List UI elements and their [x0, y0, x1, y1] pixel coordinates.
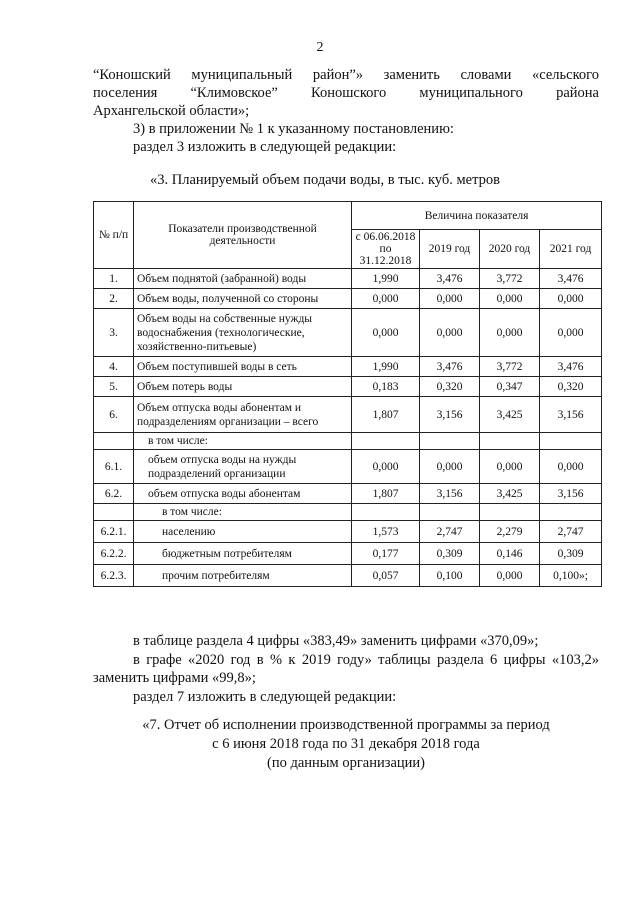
- after-line-3: заменить цифрами «99,8»;: [93, 670, 256, 686]
- intro-text: [93, 66, 599, 156]
- table-row: [94, 377, 602, 397]
- row-label: Объем потерь воды: [134, 377, 352, 397]
- row-value: 2,747: [420, 521, 480, 543]
- row-value: 3,156: [540, 484, 602, 504]
- after-table-text: [93, 632, 599, 706]
- row-number: [94, 504, 134, 521]
- intro-line-4: 3) в приложении № 1 к указанному постановлению:: [133, 121, 454, 137]
- row-value: [540, 504, 602, 521]
- row-label: Объем воды, полученной со стороны: [134, 289, 352, 309]
- table-row: [94, 484, 602, 504]
- intro-line-1: “Коношский муниципальный район”» заменить словами «сельского: [93, 67, 599, 83]
- header-value-group: Величина показателя: [352, 202, 602, 230]
- row-value: 1,990: [352, 269, 420, 289]
- header-period: с 06.06.2018 по 31.12.2018: [352, 230, 420, 269]
- row-value: 0,000: [480, 450, 540, 484]
- row-number: 1.: [94, 269, 134, 289]
- row-label: Объем поступившей воды в сеть: [134, 357, 352, 377]
- row-value: 0,000: [480, 289, 540, 309]
- table-row: [94, 521, 602, 543]
- row-value: 1,573: [352, 521, 420, 543]
- row-value: 0,000: [352, 450, 420, 484]
- row-value: 0,320: [420, 377, 480, 397]
- row-number: 6.1.: [94, 450, 134, 484]
- table-row: [94, 433, 602, 450]
- row-value: 0,347: [480, 377, 540, 397]
- row-value: 3,772: [480, 269, 540, 289]
- row-value: 0,309: [540, 543, 602, 565]
- table-row: [94, 504, 602, 521]
- row-value: 3,476: [420, 357, 480, 377]
- row-label: бюджетным потребителям: [134, 543, 352, 565]
- section7-line-1: «7. Отчет об исполнении производственной программы за период: [142, 717, 550, 733]
- page-number: 2: [316, 40, 324, 55]
- row-label: Объем поднятой (забранной) воды: [134, 269, 352, 289]
- after-line-1: в таблице раздела 4 цифры «383,49» заменить цифрами «370,09»;: [133, 633, 539, 649]
- table-row: [94, 309, 602, 357]
- header-period: 2019 год: [420, 230, 480, 269]
- table-row: [94, 543, 602, 565]
- row-value: 0,000: [420, 289, 480, 309]
- intro-line-2: поселения “Климовское” Коношского муниципального района: [93, 85, 599, 101]
- row-value: [352, 433, 420, 450]
- section7-line-2: с 6 июня 2018 года по 31 декабря 2018 года: [212, 736, 480, 752]
- row-value: 3,476: [420, 269, 480, 289]
- intro-line-5: раздел 3 изложить в следующей редакции:: [133, 139, 397, 155]
- row-number: 6.2.3.: [94, 565, 134, 587]
- row-value: 0,000: [352, 309, 420, 357]
- row-value: 3,476: [540, 269, 602, 289]
- table-row: [94, 450, 602, 484]
- row-number: [94, 433, 134, 450]
- row-value: 1,807: [352, 484, 420, 504]
- row-value: [480, 504, 540, 521]
- row-number: 2.: [94, 289, 134, 309]
- after-line-2: в графе «2020 год в % к 2019 году» таблицы раздела 6 цифры «103,2»: [133, 651, 599, 668]
- row-value: 0,177: [352, 543, 420, 565]
- row-value: [420, 504, 480, 521]
- row-value: 2,279: [480, 521, 540, 543]
- row-label: объем отпуска воды на нужды подразделений организации: [134, 450, 352, 484]
- row-value: 0,146: [480, 543, 540, 565]
- row-value: [420, 433, 480, 450]
- row-value: 0,000: [352, 289, 420, 309]
- row-value: [480, 433, 540, 450]
- row-number: 4.: [94, 357, 134, 377]
- row-value: 2,747: [540, 521, 602, 543]
- table-row: [94, 357, 602, 377]
- after-line-4: раздел 7 изложить в следующей редакции:: [133, 688, 397, 705]
- row-value: 0,100: [420, 565, 480, 587]
- row-value: [352, 504, 420, 521]
- row-number: 3.: [94, 309, 134, 357]
- row-value: 0,000: [540, 289, 602, 309]
- row-value: 3,772: [480, 357, 540, 377]
- row-number: 6.2.2.: [94, 543, 134, 565]
- row-number: 6.2.: [94, 484, 134, 504]
- row-value: 0,320: [540, 377, 602, 397]
- row-label: населению: [134, 521, 352, 543]
- row-value: 0,000: [540, 309, 602, 357]
- section7-line-3: (по данным организации): [266, 755, 425, 771]
- row-number: 5.: [94, 377, 134, 397]
- section7-heading: [93, 716, 599, 773]
- row-value: 3,156: [540, 397, 602, 433]
- row-value: 0,000: [420, 450, 480, 484]
- header-period: 2020 год: [480, 230, 540, 269]
- table-row: [94, 565, 602, 587]
- row-value: 0,000: [480, 309, 540, 357]
- row-label: в том числе:: [134, 504, 352, 521]
- table-body: [94, 269, 602, 587]
- table-title: «3. Планируемый объем подачи воды, в тыс. куб. метров: [150, 172, 500, 188]
- row-value: 3,156: [420, 484, 480, 504]
- header-indicator: Показатели производственной деятельности: [134, 202, 352, 269]
- row-value: 0,183: [352, 377, 420, 397]
- row-value: 3,425: [480, 484, 540, 504]
- table-row: [94, 397, 602, 433]
- row-value: 0,100»;: [540, 565, 602, 587]
- row-value: 1,807: [352, 397, 420, 433]
- row-label: в том числе:: [134, 433, 352, 450]
- header-num: № п/п: [94, 202, 134, 269]
- row-value: 0,000: [420, 309, 480, 357]
- table-row: [94, 269, 602, 289]
- row-value: 0,057: [352, 565, 420, 587]
- header-period: 2021 год: [540, 230, 602, 269]
- row-value: 3,476: [540, 357, 602, 377]
- intro-line-3: Архангельской области»;: [93, 103, 250, 119]
- water-supply-table: [93, 201, 602, 587]
- row-value: 0,000: [540, 450, 602, 484]
- row-label: Объем отпуска воды абонентам и подразделениям организации – всего: [134, 397, 352, 433]
- row-number: 6.: [94, 397, 134, 433]
- table-row: [94, 289, 602, 309]
- row-value: [540, 433, 602, 450]
- row-number: 6.2.1.: [94, 521, 134, 543]
- row-label: Объем воды на собственные нужды водоснабжения (технологические, хозяйственно-питьевые): [134, 309, 352, 357]
- row-label: прочим потребителям: [134, 565, 352, 587]
- row-value: 1,990: [352, 357, 420, 377]
- row-value: 0,000: [480, 565, 540, 587]
- row-value: 3,425: [480, 397, 540, 433]
- row-value: 0,309: [420, 543, 480, 565]
- row-value: 3,156: [420, 397, 480, 433]
- row-label: объем отпуска воды абонентам: [134, 484, 352, 504]
